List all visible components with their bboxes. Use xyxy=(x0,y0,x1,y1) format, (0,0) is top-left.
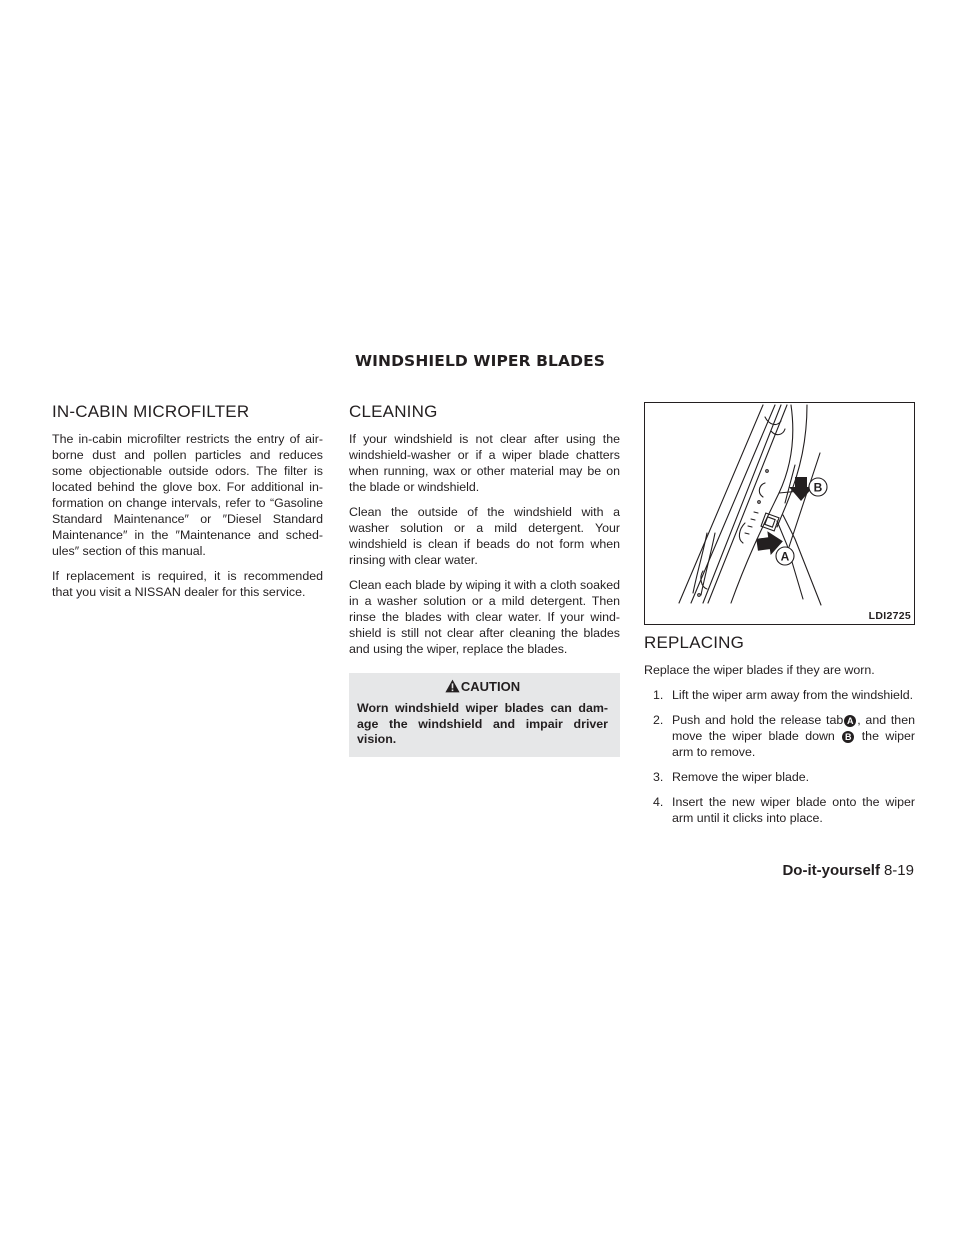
list-item xyxy=(644,794,915,826)
caution-title: CAUTION xyxy=(460,679,521,694)
microfilter-heading: IN-CABIN MICROFILTER xyxy=(52,402,250,421)
circled-label-b: B xyxy=(842,731,854,743)
column-microfilter xyxy=(52,402,323,609)
section-title: WINDSHIELD WIPER BLADES xyxy=(354,352,606,370)
caution-header xyxy=(357,678,608,696)
wiper-blade-drawing xyxy=(645,403,914,624)
replacing-steps xyxy=(644,687,915,826)
column-cleaning xyxy=(349,402,620,757)
label-b: B xyxy=(813,480,823,495)
caution-text: Worn windshield wiper blades can dam-age the windshield and impair driver vision. xyxy=(357,701,608,747)
step-number: 3. xyxy=(653,770,664,784)
step-text-mid: , and then move the wiper blade down xyxy=(672,713,915,743)
step-text: Lift the wiper arm away from the windshield. xyxy=(672,688,914,702)
step-number: 2. xyxy=(653,713,664,727)
cleaning-paragraph: If your windshield is not clear after using the windshield-washer or if a wiper blade chatters when running, wax or other material may be on the blade or windshield. xyxy=(349,432,620,494)
step-text-pre: Push and hold the release tab xyxy=(672,713,844,727)
cleaning-heading: CLEANING xyxy=(349,402,438,421)
page-number: 8-19 xyxy=(883,862,914,879)
list-item xyxy=(644,712,915,760)
warning-triangle-icon xyxy=(445,679,460,693)
step-text-post: the wiper arm to remove. xyxy=(672,729,916,759)
cleaning-paragraph: Clean the outside of the windshield with a washer solution or a mild detergent. Your windshield is clean if beads do not form when rinsing with clear water. xyxy=(349,505,620,567)
cleaning-paragraph: Clean each blade by wiping it with a cloth soaked in a washer solution or a mild detergent. Then rinse the blades with clear water. If your wind-shield is still not clear after cleaning the blades and using the wiper, replace the blades. xyxy=(349,578,620,656)
caution-box xyxy=(349,673,620,757)
column-replacing xyxy=(644,402,915,835)
replacing-intro: Replace the wiper blades if they are worn. xyxy=(644,663,875,677)
list-item xyxy=(644,687,915,703)
microfilter-paragraph: If replacement is required, it is recommended that you visit a NISSAN dealer for this service. xyxy=(52,569,323,599)
step-text: Insert the new wiper blade onto the wiper arm until it clicks into place. xyxy=(672,795,915,825)
step-number: 4. xyxy=(653,795,664,809)
microfilter-paragraph: The in-cabin microfilter restricts the entry of air-borne dust and pollen particles and reduces some objectionable outside odors. The filter is located behind the glove box. For additional in-formation on change intervals, refer to “Gasoline Standard Maintenance″ or ″Diesel Standard Maintenance″ in the ″Maintenance and sched-ules″ section of this manual. xyxy=(52,432,323,558)
step-number: 1. xyxy=(653,688,664,702)
wiper-illustration xyxy=(644,402,915,625)
figure-id: LDI2725 xyxy=(868,610,911,622)
circled-label-a: A xyxy=(844,715,856,727)
list-item xyxy=(644,769,915,785)
replacing-heading: REPLACING xyxy=(644,633,745,652)
label-a: A xyxy=(780,549,790,564)
step-text: Remove the wiper blade. xyxy=(672,770,810,784)
page-footer xyxy=(782,862,914,880)
chapter-name: Do-it-yourself xyxy=(782,862,880,879)
